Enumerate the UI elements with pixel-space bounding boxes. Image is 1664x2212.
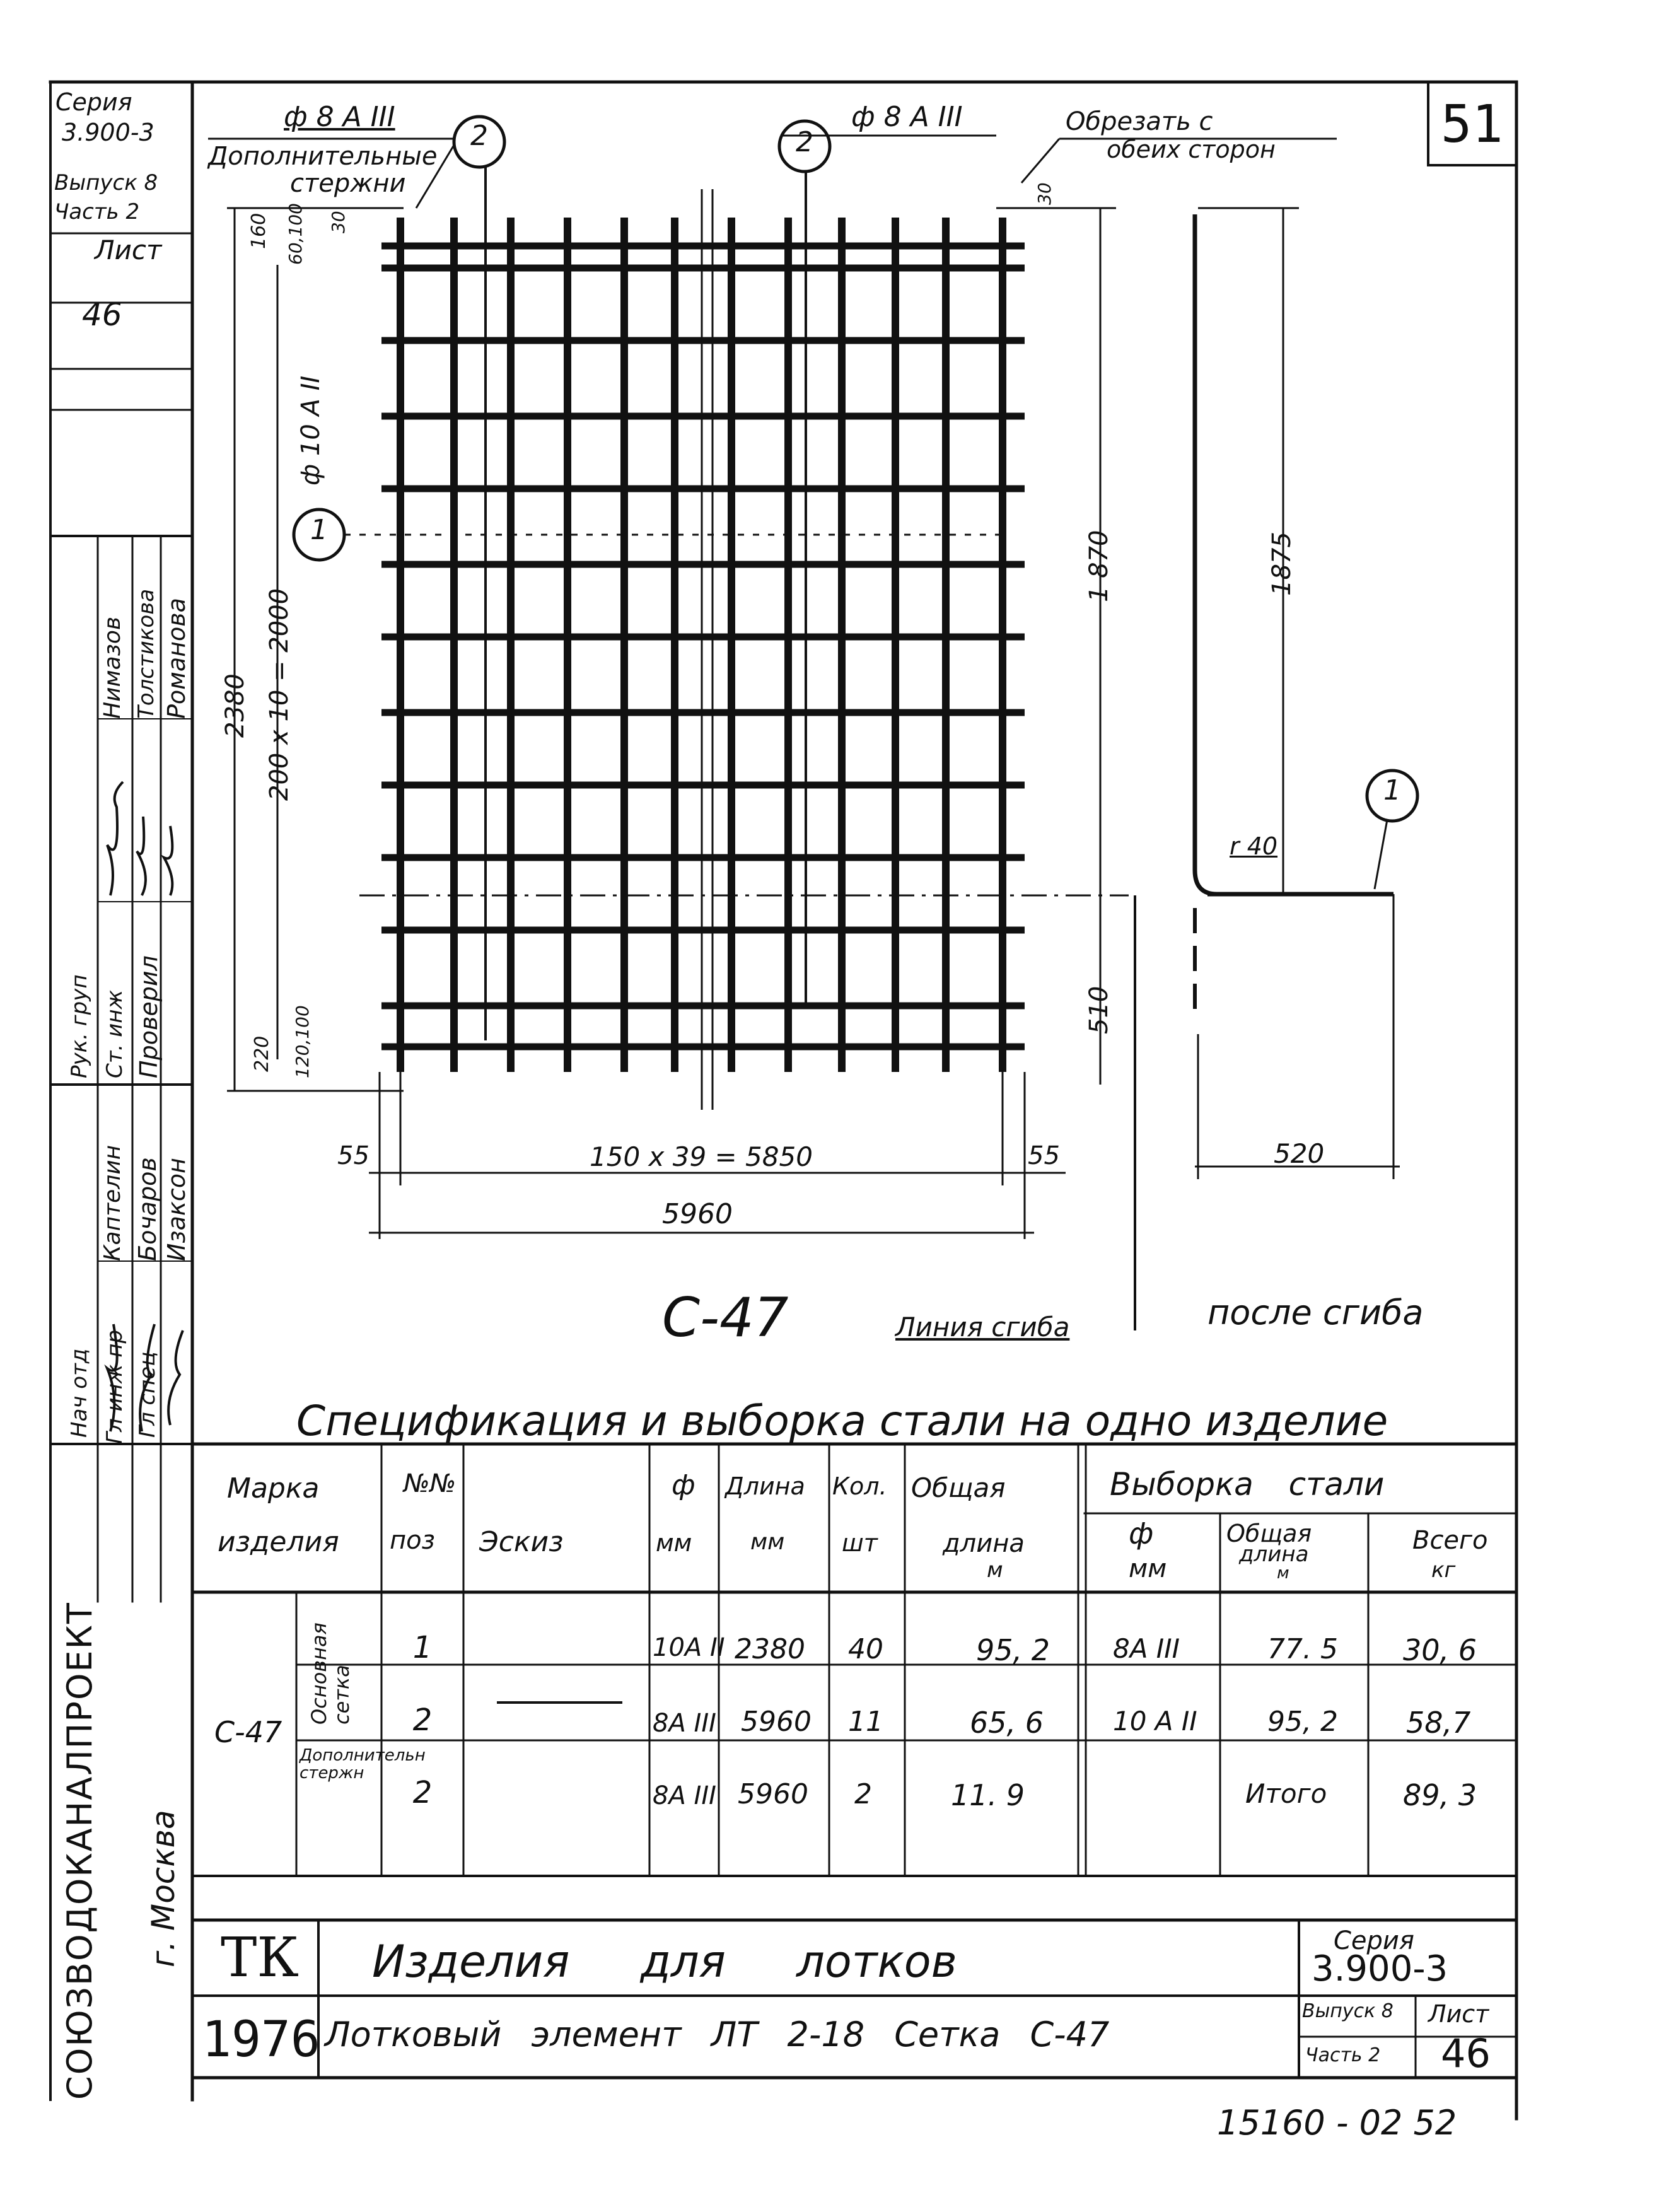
rebar-label-top-left: ф 8 А III: [284, 101, 395, 133]
hdr-length: Длина: [725, 1472, 805, 1500]
steel-row2-len: 95, 2: [1267, 1706, 1338, 1738]
rebar-label-vertical: ф 10 А II: [296, 375, 325, 486]
dim-55-left: 55: [337, 1141, 369, 1170]
hdr-total-len: Общая: [911, 1472, 1006, 1503]
steel-row2-kg: 58,7: [1406, 1706, 1471, 1740]
row3-phi: 8А III: [653, 1781, 716, 1810]
row3-len: 5960: [738, 1778, 808, 1810]
left-part-label: Часть 2: [54, 199, 140, 224]
left-issue-label: Выпуск 8: [54, 170, 158, 195]
tb-issue-label: Выпуск 8: [1302, 2000, 1393, 2022]
steel-row3-kg: 89, 3: [1403, 1778, 1477, 1812]
hdr-sketch: Эскиз: [479, 1526, 564, 1558]
hdr-steel-total: Всего: [1412, 1526, 1488, 1555]
staff-name-tolstikova: Толстикова: [134, 588, 159, 719]
steel-row2-phi: 10 А II: [1113, 1706, 1197, 1737]
row2-total: 65, 6: [969, 1706, 1044, 1740]
callout-1-section: 1: [1383, 774, 1401, 806]
extra-bars-label-2: стержни: [290, 169, 406, 198]
row1-total: 95, 2: [975, 1633, 1050, 1667]
corner-sheet-number: 51: [1441, 95, 1503, 154]
row1-qty: 40: [848, 1633, 883, 1665]
group-main-mesh: Основная сетка: [307, 1622, 354, 1725]
org-city: г. Москва: [145, 1810, 182, 1967]
row2-poz: 2: [412, 1703, 433, 1738]
footer-code: 15160 - 02 52: [1217, 2103, 1457, 2143]
row1-len: 2380: [735, 1633, 805, 1665]
staff-name-kaptelin: Каптелин: [100, 1144, 125, 1261]
staff-role-5: Ст. инж: [102, 989, 127, 1078]
callout-2-left: 2: [470, 120, 488, 152]
rebar-label-top-mid: ф 8 А III: [851, 101, 963, 133]
hdr-steel-len-2: длина: [1239, 1542, 1309, 1567]
hdr-steel-phi: ф: [1129, 1516, 1154, 1551]
tb-part-label: Часть 2: [1305, 2044, 1381, 2066]
dim-2380: 2380: [221, 673, 250, 738]
hdr-steel-kg: кг: [1431, 1557, 1456, 1583]
title-main: Изделия для лотков: [372, 1936, 957, 1988]
hdr-mark-2: изделия: [218, 1526, 339, 1558]
callout-1-mesh: 1: [310, 514, 328, 546]
section-bend: [1195, 870, 1217, 894]
title-year: 1976: [202, 2011, 320, 2068]
tb-series-label: Серия: [1334, 1926, 1414, 1955]
tb-sheet-number: 46: [1441, 2030, 1491, 2076]
hdr-steel: Выборка стали: [1110, 1466, 1385, 1503]
cut-leader-2: [1021, 139, 1059, 183]
staff-name-nimazov: Нимазов: [100, 616, 125, 719]
staff-role-3: Гл спец: [135, 1351, 160, 1438]
dim-150x39: 150 x 39 = 5850: [590, 1141, 813, 1172]
spec-title: Спецификация и выборка стали на одно изделие: [296, 1397, 1388, 1445]
hdr-poz: поз: [390, 1526, 435, 1555]
dim-1875: 1875: [1267, 532, 1296, 596]
dim-30-right: 30: [1034, 182, 1055, 205]
dim-220: 220: [251, 1035, 273, 1072]
dim-5960: 5960: [662, 1198, 733, 1230]
dim-120-100: 120,100: [292, 1005, 313, 1078]
hdr-mark: Марка: [227, 1472, 320, 1505]
dim-r40: r 40: [1230, 832, 1278, 860]
staff-role-2: Гл инж пр: [102, 1329, 127, 1444]
left-sheet-label: Лист: [95, 235, 162, 265]
steel-row1-len: 77. 5: [1267, 1633, 1338, 1665]
hdr-qty: Кол.: [832, 1472, 887, 1500]
row3-poz: 2: [412, 1775, 433, 1810]
hdr-steel-len-m: м: [1277, 1564, 1289, 1583]
row2-len: 5960: [741, 1706, 812, 1738]
row2-phi: 8А III: [653, 1709, 716, 1738]
steel-row3-total-label: Итого: [1245, 1778, 1327, 1809]
tb-series: 3.900-3: [1312, 1948, 1448, 1989]
row3-total: 11. 9: [950, 1778, 1025, 1812]
row1-poz: 1: [412, 1630, 433, 1665]
org-name: СОЮЗВОДОКАНАЛПРОЕКТ: [60, 1602, 100, 2100]
dim-160: 160: [248, 212, 270, 249]
dim-60-100: 60,100: [285, 203, 306, 265]
staff-role-1: Нач отд: [67, 1348, 92, 1438]
staff-role-4: Рук. груп: [67, 974, 92, 1078]
steel-row1-phi: 8А III: [1113, 1633, 1180, 1664]
dim-510: 510: [1085, 986, 1114, 1034]
hdr-qty-unit: шт: [842, 1529, 878, 1557]
hdr-phi: ф: [672, 1469, 695, 1501]
staff-role-6: Проверил: [135, 955, 163, 1078]
mark-label: С-47: [662, 1286, 789, 1349]
dim-1870: 1 870: [1085, 530, 1114, 602]
hdr-steel-len: Общая: [1226, 1520, 1312, 1547]
left-series-number: 3.900-3: [62, 119, 154, 146]
callout-leader: [1375, 820, 1387, 889]
steel-row1-kg: 30, 6: [1403, 1633, 1477, 1667]
dim-30-left: 30: [328, 211, 349, 233]
row2-qty: 11: [848, 1706, 883, 1738]
group-extra-bars: Дополнительн стержн: [300, 1746, 426, 1783]
signatures: [0, 0, 202, 1450]
hdr-nn: №№: [404, 1469, 457, 1498]
title-sub: Лотковый элемент ЛТ 2-18 Сетка С-47: [325, 2015, 1110, 2054]
bend-line-label: Линия сгиба: [895, 1312, 1070, 1342]
dim-200x10: 200 x 10 = 2000: [265, 588, 294, 801]
row1-phi: 10А II: [653, 1633, 725, 1662]
hdr-phi-mm: мм: [656, 1529, 692, 1557]
dim-55-right: 55: [1028, 1141, 1060, 1170]
hdr-total-len-2: длина: [943, 1529, 1025, 1558]
dim-520: 520: [1274, 1138, 1325, 1169]
cut-note-2: обеих сторон: [1107, 136, 1276, 163]
tb-sheet-label: Лист: [1428, 2000, 1489, 2028]
title-tk: ТК: [221, 1926, 299, 1989]
extra-bars-label-1: Дополнительные: [208, 142, 438, 171]
left-sheet-number: 46: [82, 296, 122, 333]
product-mark: С-47: [214, 1715, 282, 1749]
hdr-total-len-m: м: [987, 1557, 1003, 1583]
after-bend-label: после сгиба: [1207, 1293, 1424, 1332]
staff-name-bocharov: Бочаров: [134, 1157, 161, 1261]
hdr-length-mm: мм: [750, 1529, 785, 1555]
callout-2-mid: 2: [796, 126, 813, 158]
hdr-steel-mm: мм: [1129, 1554, 1167, 1583]
row3-qty: 2: [854, 1778, 872, 1810]
staff-name-izakson: Изаксон: [163, 1158, 190, 1261]
staff-name-romanova: Романова: [163, 598, 190, 719]
cut-note-1: Обрезать с: [1066, 107, 1213, 136]
left-series-label: Серия: [55, 88, 132, 116]
